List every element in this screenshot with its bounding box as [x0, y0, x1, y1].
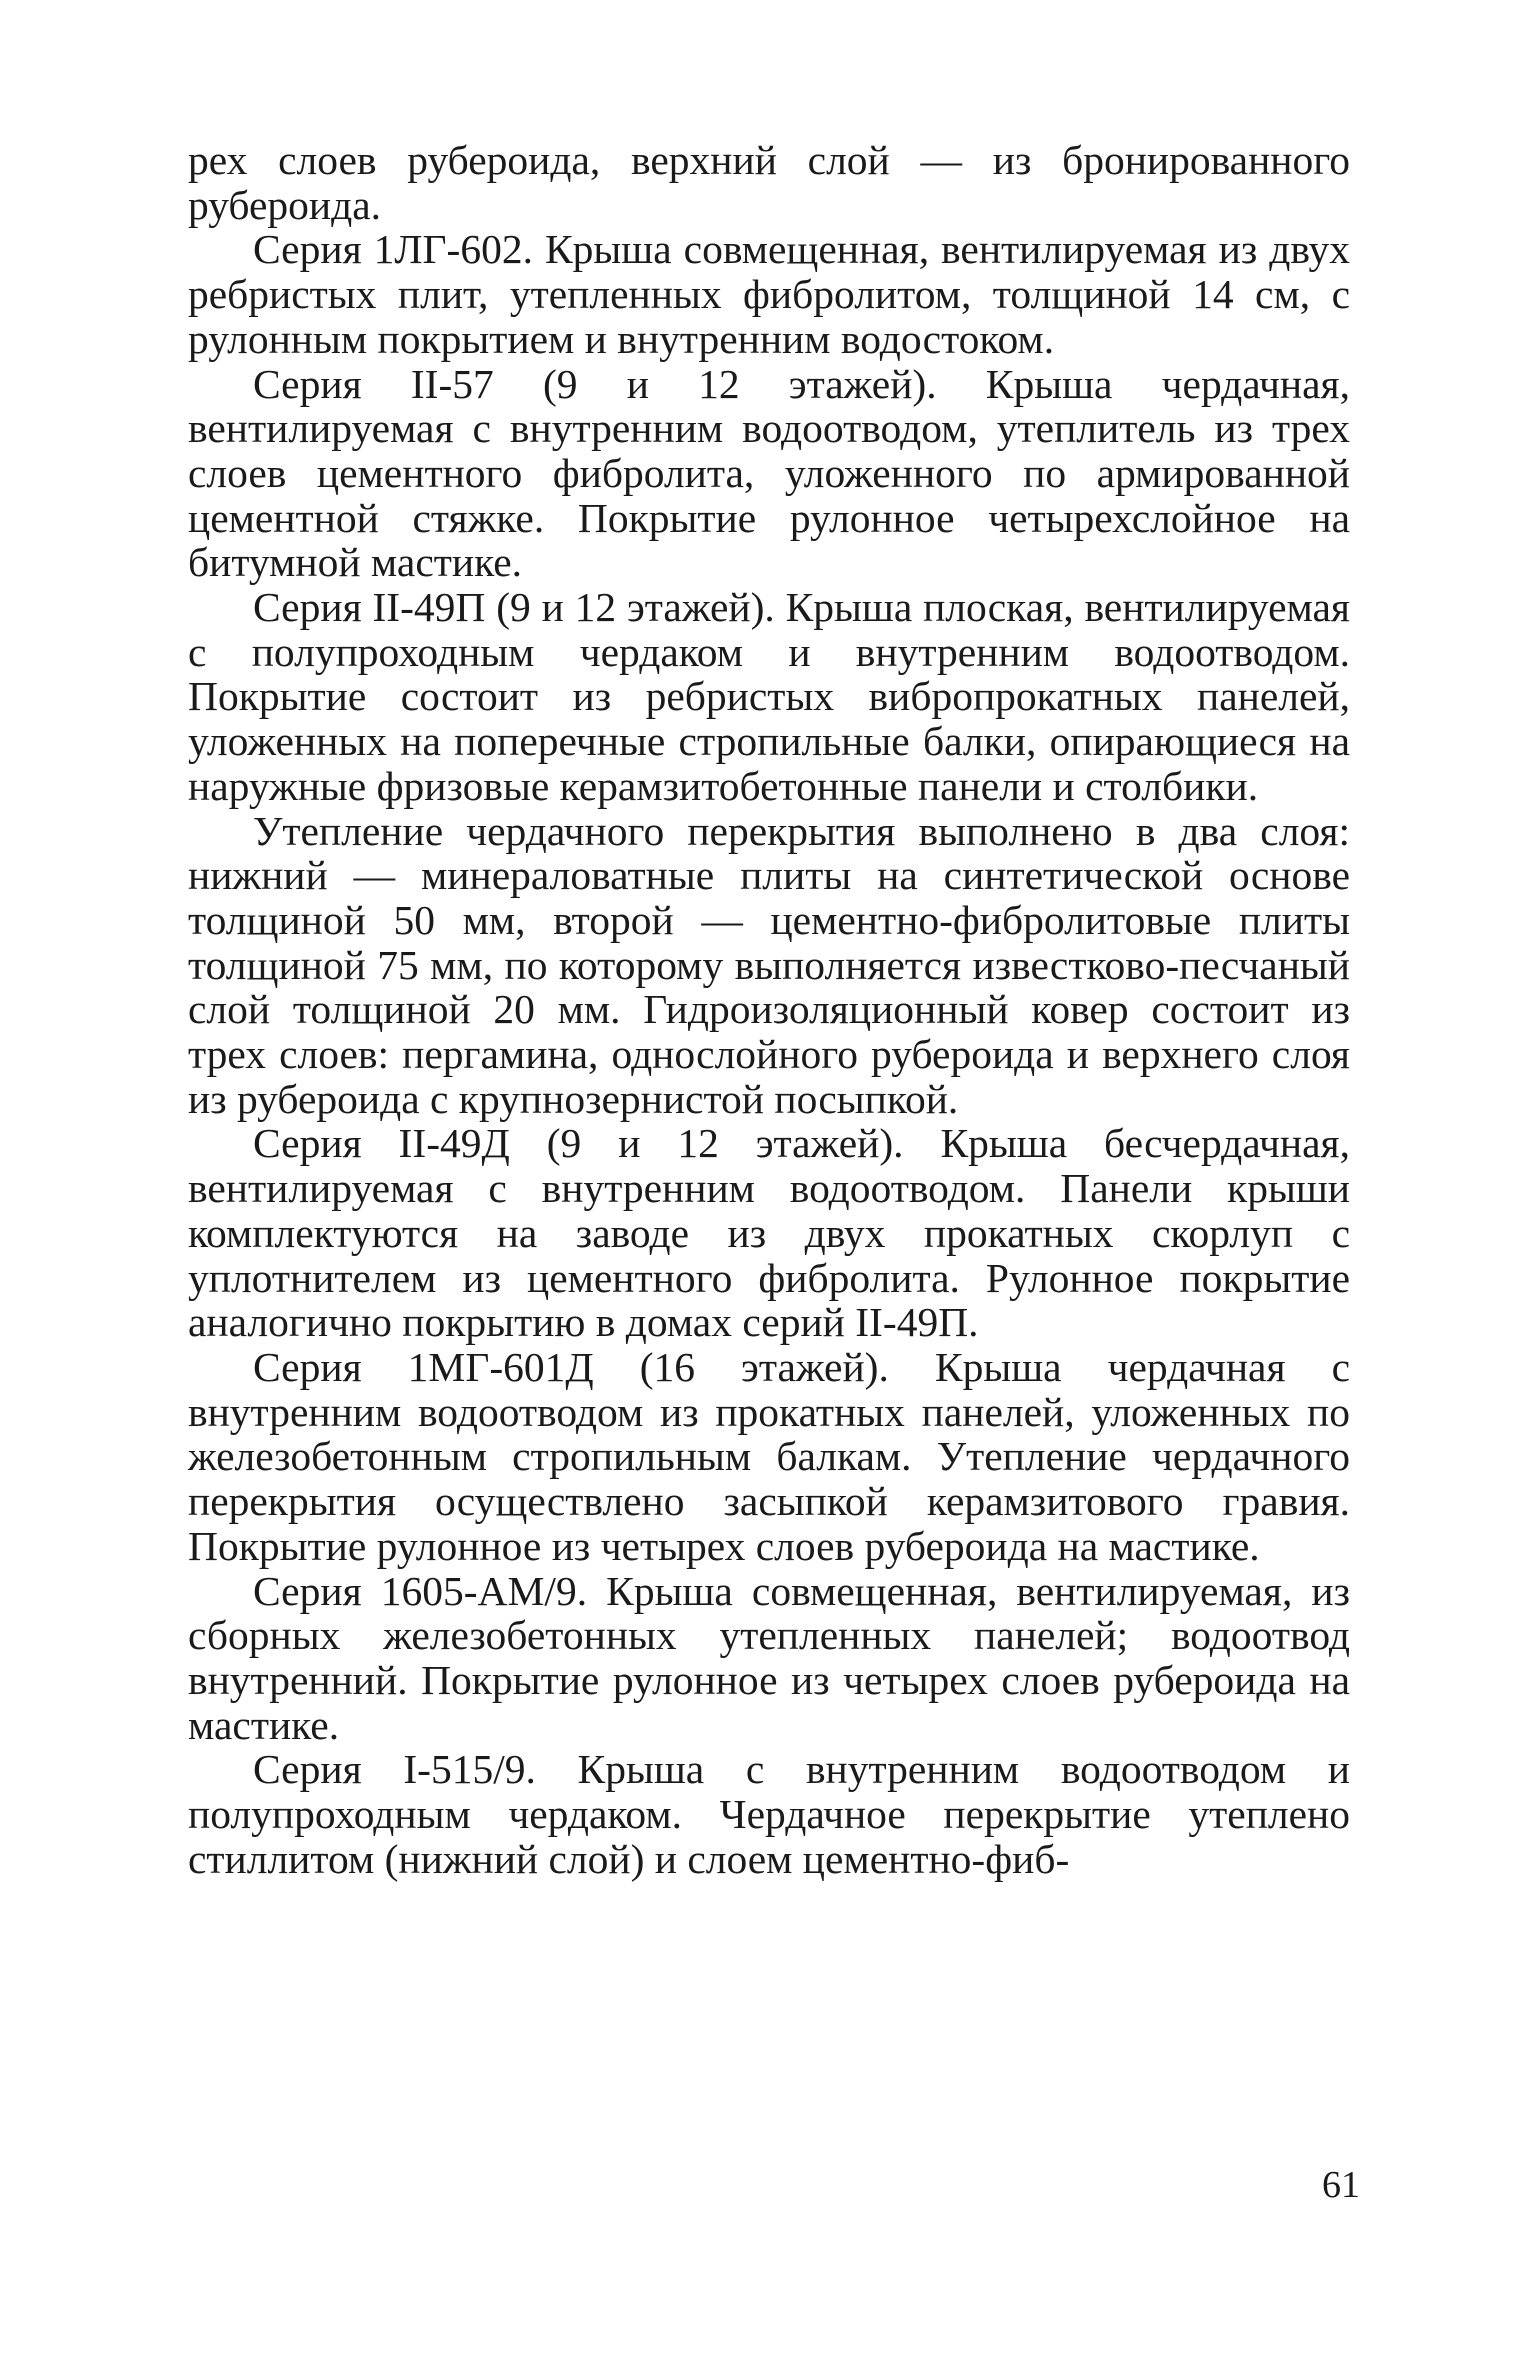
- body-text: [188, 138, 1350, 1881]
- paragraph-series-ii-49p: Серия II-49П (9 и 12 этажей). Крыша плоская, вентилируемая с полупроходным чердаком и внутренним водоотводом. Покрытие состоит из ребристых вибропрокатных панелей, уложенных на поперечные стропильные балки, опирающиеся на наружные фризовые керамзитобетонные панели и столбики.: [188, 584, 1350, 809]
- paragraph-series-1mg-601d: Серия 1МГ-601Д (16 этажей). Крыша чердачная с внутренним водоотводом из прокатных панелей, уложенных по железобетонным стропильным балкам. Утепление чердачного перекрытия осуществлено засыпкой керамзитового гравия. Покрытие рулонное из четырех слоев рубероида на мастике.: [188, 1343, 1350, 1569]
- paragraph-series-1605-am9: Серия 1605-АМ/9. Крыша совмещенная, вентилируемая, из сборных железобетонных утепленных панелей; водоотвод внутренний. Покрытие рулонное из четырех слоев рубероида на мастике.: [188, 1567, 1350, 1748]
- paragraph-series-ii-49d: Серия II-49Д (9 и 12 этажей). Крыша бесчердачная, вентилируемая с внутренним водоотводом. Панели крыши комплектуются на заводе из двух прокатных скорлуп с уплотнителем из цементного фибролита. Рулонное покрытие аналогично покрытию в домах серий II-49П.: [188, 1120, 1350, 1346]
- paragraph-continuation: рех слоев рубероида, верхний слой — из бронированного рубероида.: [188, 137, 1350, 228]
- page-number: 61: [1322, 2164, 1360, 2206]
- paragraph-attic-insulation: Утепление чердачного перекрытия выполнено в два слоя: нижний — минераловатные плиты на синтетической основе толщиной 50 мм, второй — цементно-фибролитовые плиты толщиной 75 мм, по которому выполняется известково-песчаный слой толщиной 20 мм. Гидроизоляционный ковер состоит из трех слоев: пергамина, однослойного рубероида и верхнего слоя из рубероида с крупнозернистой посыпкой.: [188, 807, 1350, 1122]
- paragraph-series-i-515-9: Серия I-515/9. Крыша с внутренним водоотводом и полупроходным чердаком. Чердачное перекрытие утеплено стиллитом (нижний слой) и слоем цементно-фиб-: [188, 1746, 1350, 1882]
- paragraph-series-1lg-602: Серия 1ЛГ-602. Крыша совмещенная, вентилируемая из двух ребристых плит, утепленных фибролитом, толщиной 14 см, с рулонным покрытием и внутренним водостоком.: [188, 226, 1350, 362]
- paragraph-series-ii-57: Серия II-57 (9 и 12 этажей). Крыша чердачная, вентилируемая с внутренним водоотводом, утеплитель из трех слоев цементного фибролита, уложенного по армированной цементной стяжке. Покрытие рулонное четырехслойное на битумной мастике.: [188, 360, 1350, 586]
